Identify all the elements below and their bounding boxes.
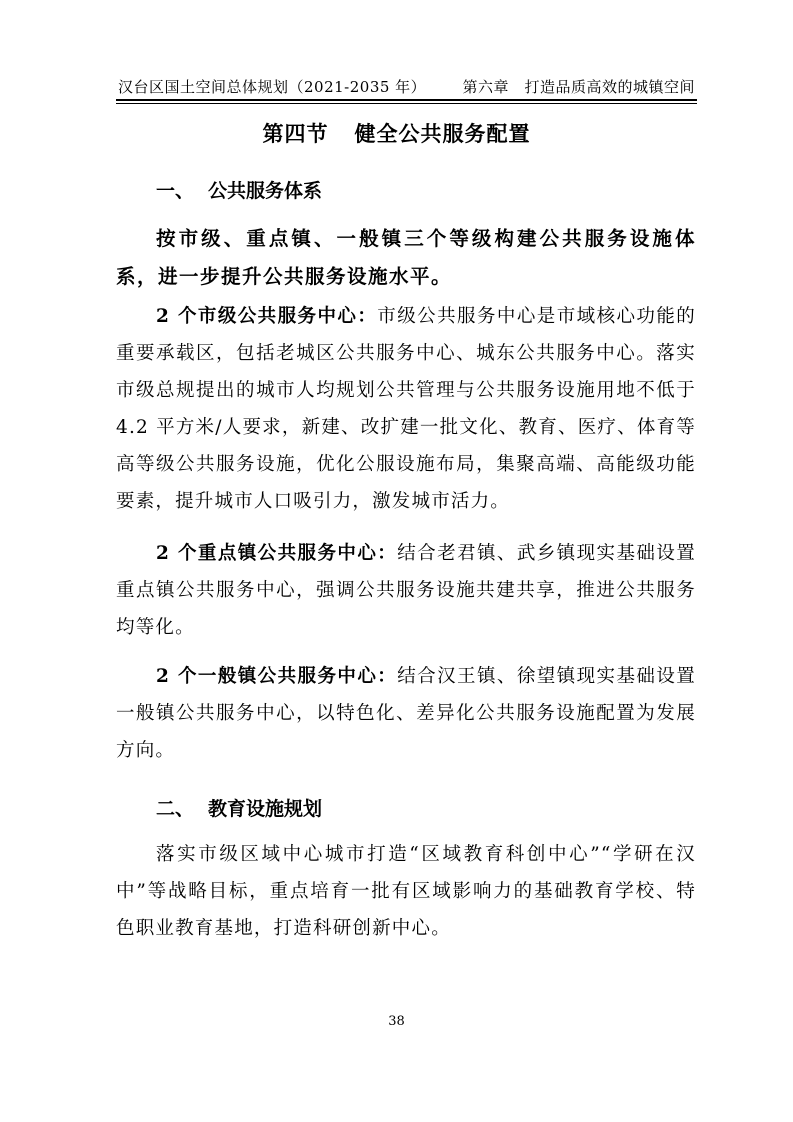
city-level-text: 市级公共服务中心是市域核心功能的重要承载区，包括老城区公共服务中心、城东公共服务中心。落实市级总规提出的城市人均规划公共管理与公共服务设施用地不低于4.2 平方米/人要求，新建、改扩建一批文化、教育、医疗、体育等高等级公共服务设施，优化公服设施布局，集聚高端、高能级功能要素，提升城市人口吸引力，激发城市活力。 <box>116 306 697 512</box>
header-document-title: 汉台区国土空间总体规划（2021-2035 年） <box>118 78 427 96</box>
header-chapter-title: 第六章 打造品质高效的城镇空间 <box>462 78 695 96</box>
heading-education-facilities <box>156 794 736 821</box>
city-level-center-paragraph <box>116 298 696 520</box>
general-town-text: 结合汉王镇、徐望镇现实基础设置一般镇公共服务中心，以特色化、差异化公共服务设施配置为发展方向。 <box>116 666 696 761</box>
section-number: 第四节 <box>262 121 329 146</box>
key-town-label: 2 个重点镇公共服务中心： <box>156 543 398 564</box>
education-paragraph <box>116 836 696 947</box>
general-town-label: 2 个一般镇公共服务中心： <box>156 666 398 687</box>
page-number: 38 <box>388 1014 405 1029</box>
section-title <box>0 118 793 148</box>
heading-text: 公共服务体系 <box>208 180 323 202</box>
section-heading: 健全公共服务配置 <box>354 121 531 146</box>
lead-paragraph: 按市级、重点镇、一般镇三个等级构建公共服务设施体系，进一步提升公共服务设施水平。 <box>116 227 696 288</box>
heading-text: 教育设施规划 <box>208 798 323 820</box>
heading-public-service-system <box>156 176 736 203</box>
header-rule-thin <box>116 103 697 104</box>
running-header <box>118 76 695 98</box>
heading-number: 二、 <box>156 798 195 820</box>
education-text: 落实市级区域中心城市打造“区域教育科创中心”“学研在汉中”等战略目标，重点培育一批有区域影响力的基础教育学校、特色职业教育基地，打造科研创新中心。 <box>116 844 696 939</box>
city-level-label: 2 个市级公共服务中心： <box>156 306 378 327</box>
general-town-center-paragraph <box>116 658 696 769</box>
key-town-text: 结合老君镇、武乡镇现实基础设置重点镇公共服务中心，强调公共服务设施共建共享，推进公共服务均等化。 <box>116 543 696 638</box>
heading-number: 一、 <box>156 180 195 202</box>
header-rule-thick <box>116 99 697 101</box>
key-town-center-paragraph <box>116 535 696 646</box>
